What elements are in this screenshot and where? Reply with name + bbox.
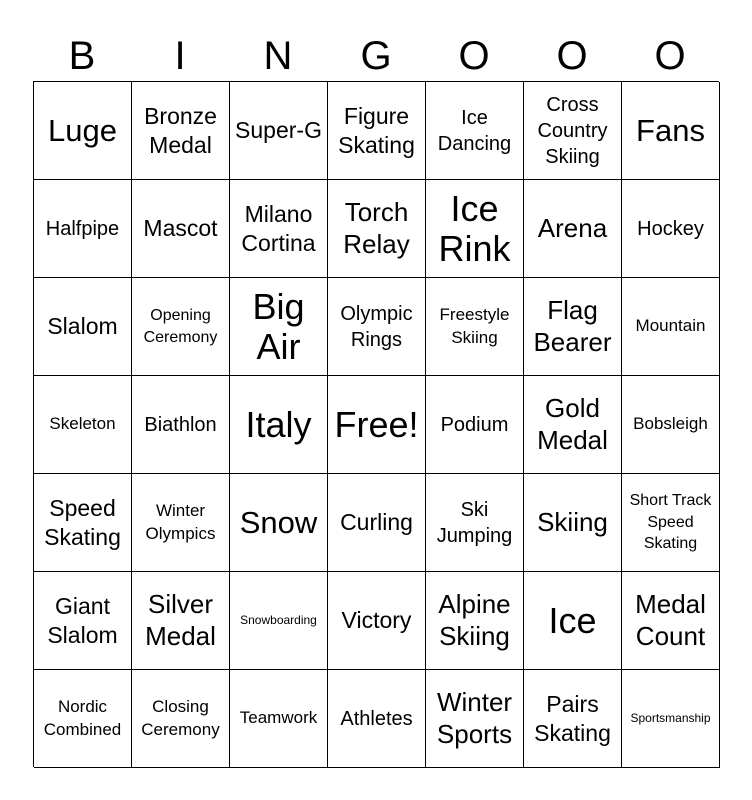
bingo-cell[interactable]: Silver Medal: [132, 572, 230, 670]
bingo-cell[interactable]: Nordic Combined: [34, 670, 132, 768]
header-letter-o-1: O: [458, 34, 490, 78]
bingo-cell[interactable]: Winter Sports: [426, 670, 524, 768]
bingo-cell[interactable]: Milano Cortina: [230, 180, 328, 278]
bingo-cell[interactable]: Biathlon: [132, 376, 230, 474]
bingo-cell[interactable]: Bronze Medal: [132, 82, 230, 180]
header-letter-o-2: O: [556, 34, 588, 78]
bingo-cell[interactable]: Slalom: [34, 278, 132, 376]
header-letter-b: B: [68, 34, 96, 78]
bingo-cell[interactable]: Italy: [230, 376, 328, 474]
bingo-cell[interactable]: Teamwork: [230, 670, 328, 768]
bingo-cell[interactable]: Snowboarding: [230, 572, 328, 670]
bingo-cell[interactable]: Speed Skating: [34, 474, 132, 572]
bingo-cell[interactable]: Mountain: [622, 278, 720, 376]
bingo-cell[interactable]: Podium: [426, 376, 524, 474]
bingo-cell[interactable]: Ice Rink: [426, 180, 524, 278]
header-letter-i: I: [174, 34, 186, 78]
bingo-cell[interactable]: Short Track Speed Skating: [622, 474, 720, 572]
bingo-cell[interactable]: Arena: [524, 180, 622, 278]
bingo-cell[interactable]: Ski Jumping: [426, 474, 524, 572]
header-letter-g: G: [360, 34, 392, 78]
bingo-cell[interactable]: Medal Count: [622, 572, 720, 670]
bingo-cell[interactable]: Gold Medal: [524, 376, 622, 474]
bingo-cell[interactable]: Bobsleigh: [622, 376, 720, 474]
bingo-cell[interactable]: Alpine Skiing: [426, 572, 524, 670]
bingo-cell[interactable]: Pairs Skating: [524, 670, 622, 768]
bingo-cell[interactable]: Torch Relay: [328, 180, 426, 278]
bingo-cell[interactable]: Snow: [230, 474, 328, 572]
bingo-cell[interactable]: Giant Slalom: [34, 572, 132, 670]
header-letter-n: N: [263, 34, 293, 78]
bingo-cell[interactable]: Freestyle Skiing: [426, 278, 524, 376]
bingo-cell[interactable]: Halfpipe: [34, 180, 132, 278]
bingo-cell[interactable]: Fans: [622, 82, 720, 180]
header-letter-o-3: O: [654, 34, 686, 78]
bingo-header: [33, 30, 719, 82]
bingo-cell[interactable]: Big Air: [230, 278, 328, 376]
bingo-board: [33, 81, 719, 767]
bingo-cell[interactable]: Super-G: [230, 82, 328, 180]
bingo-cell[interactable]: Athletes: [328, 670, 426, 768]
bingo-cell[interactable]: Luge: [34, 82, 132, 180]
bingo-cell[interactable]: Mascot: [132, 180, 230, 278]
bingo-cell[interactable]: Sportsmanship: [622, 670, 720, 768]
bingo-cell[interactable]: Opening Ceremony: [132, 278, 230, 376]
bingo-cell[interactable]: Closing Ceremony: [132, 670, 230, 768]
bingo-cell[interactable]: Flag Bearer: [524, 278, 622, 376]
bingo-cell[interactable]: Olympic Rings: [328, 278, 426, 376]
bingo-cell[interactable]: Victory: [328, 572, 426, 670]
free-space-cell[interactable]: Free!: [328, 376, 426, 474]
bingo-cell[interactable]: Skeleton: [34, 376, 132, 474]
bingo-cell[interactable]: Skiing: [524, 474, 622, 572]
bingo-cell[interactable]: Figure Skating: [328, 82, 426, 180]
bingo-cell[interactable]: Ice Dancing: [426, 82, 524, 180]
bingo-cell[interactable]: Ice: [524, 572, 622, 670]
bingo-cell[interactable]: Cross Country Skiing: [524, 82, 622, 180]
bingo-cell[interactable]: Winter Olympics: [132, 474, 230, 572]
bingo-cell[interactable]: Hockey: [622, 180, 720, 278]
bingo-cell[interactable]: Curling: [328, 474, 426, 572]
